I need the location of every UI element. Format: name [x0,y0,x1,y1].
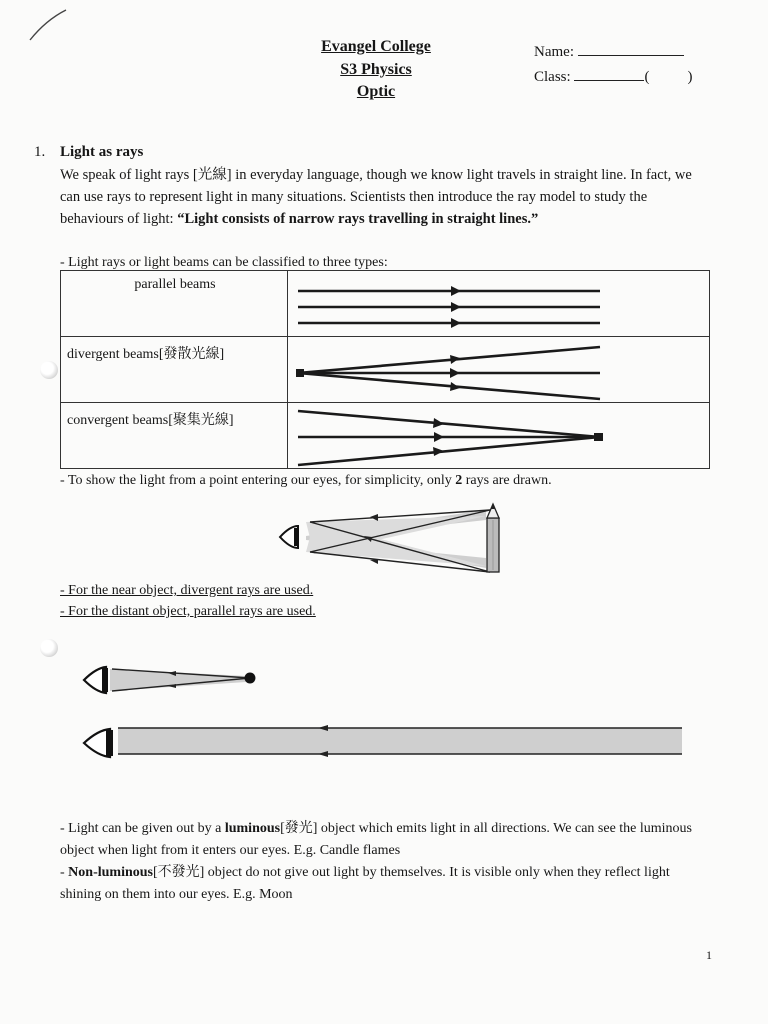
near-object-text: - For the near object, divergent rays are used. [60,583,314,598]
school-name: Evangel College [321,38,431,55]
luminous-prefix: - Light can be given out by a [60,821,225,836]
two-rays-suffix: rays are drawn. [462,473,552,488]
convergent-beams-diagram [288,403,710,469]
two-rays-text [60,473,552,489]
non-luminous-paragraph [60,862,700,906]
table-row [61,271,710,337]
near-object-diagram [80,662,270,698]
intro-text: We speak of light rays [光線] in everyday language, though we know light travels in straight line. In fact, we can use rays to represent light in many situations. Scientists then introduce the ray model to study the behaviours of light: [60,167,692,227]
section-title: Light as rays [60,144,144,160]
classify-text: - Light rays or light beams can be classified to three types: [60,255,388,270]
convergent-rays-svg [288,403,720,469]
class-paren-open: ( [644,69,650,85]
pencil-eye-diagram [276,496,508,580]
table-row [61,337,710,403]
ray-model-statement: “Light consists of narrow rays travelling in straight lines.” [177,211,539,227]
class-blank[interactable] [574,79,644,81]
luminous-paragraph [60,818,700,862]
intro-paragraph [60,164,710,230]
eye-icon [280,526,299,548]
two-rays-number: 2 [455,473,463,488]
page-number: 1 [706,948,712,962]
pen-mark-icon [26,6,76,46]
luminous-term: luminous [224,821,281,836]
two-rays-prefix: - To show the light from a point entering our eyes, for simplicity, only [60,473,456,488]
class-paren-close: ) [687,69,693,85]
non-luminous-dash: - [60,865,69,880]
eye-icon [84,729,113,757]
beam-types-table [60,270,710,469]
luminous-text: [發光] object which emits light in all directions. We can see the luminous object when light from it enters our eyes. E.g. Candle flames [60,821,693,858]
beam-label-divergent: divergent beams[發散光線] [61,337,288,403]
section-number: 1. [34,144,46,160]
subject-title: S3 Physics [340,61,412,78]
class-field[interactable] [534,69,692,86]
punch-hole-icon [40,361,58,379]
name-label: Name: [534,44,574,60]
table-row [61,403,710,469]
beam-label-parallel: parallel beams [61,271,288,337]
distant-object-text: - For the distant object, parallel rays are used. [60,604,316,619]
punch-hole-icon [40,639,58,657]
class-label: Class: [534,69,571,85]
name-field[interactable] [534,44,684,61]
parallel-rays-svg [288,271,720,337]
parallel-beams-diagram [288,271,710,337]
non-luminous-term: Non-luminous [68,865,153,880]
distant-object-diagram [80,722,686,766]
pencil-icon [487,504,499,572]
topic-title: Optic [356,83,396,100]
non-luminous-text: [不發光] object do not give out light by themselves. It is visible only when they reflect light shining on them into our eyes. E.g. Moon [60,865,670,902]
divergent-beams-diagram [288,337,710,403]
eye-icon [84,667,108,693]
beam-label-convergent: convergent beams[聚集光線] [61,403,288,469]
name-blank[interactable] [578,54,684,56]
divergent-rays-svg [288,337,720,403]
